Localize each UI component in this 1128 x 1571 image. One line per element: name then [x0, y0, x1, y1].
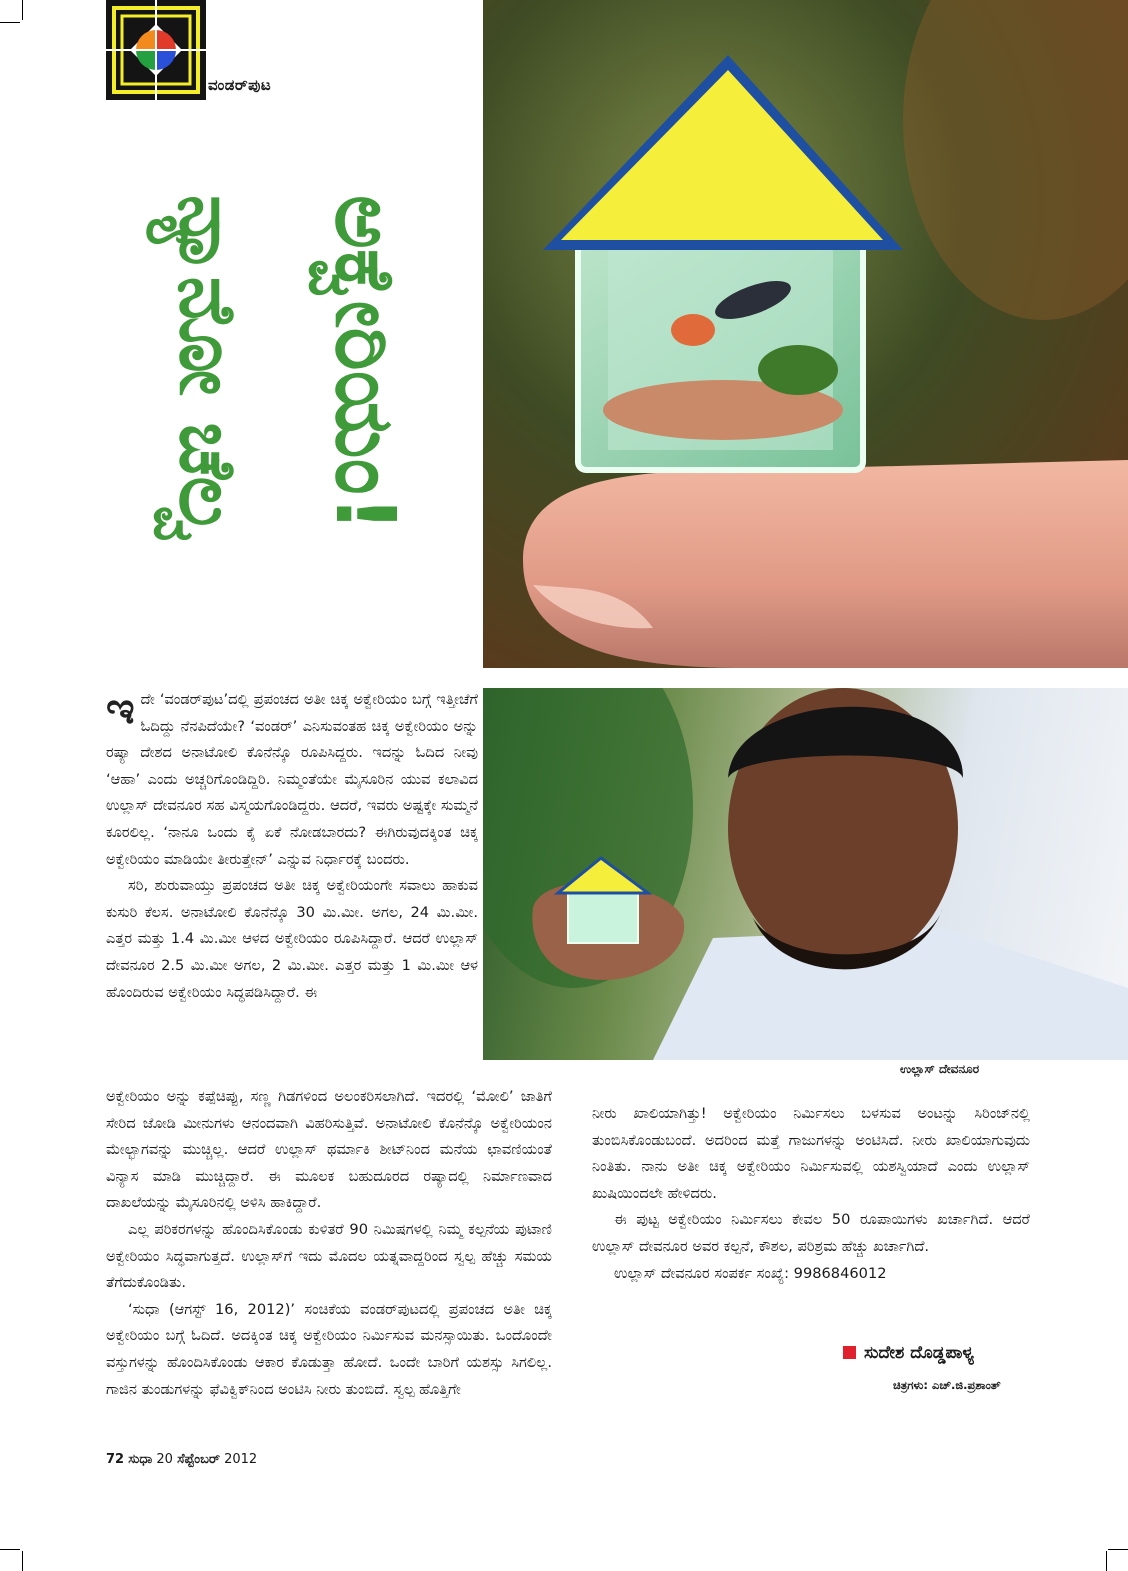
paragraph-2-continued: ಅಕ್ವೇರಿಯಂ ಅನ್ನು ಕಪ್ಪೆಚಿಪ್ಪು, ಸಣ್ಣ ಗಿಡಗಳಿಂದ ಅಲಂಕರಿಸಲಾಗಿದೆ. ಇದರಲ್ಲಿ ‘ಮೋಲಿ’ ಜಾತಿಗೆ ಸೇರಿದ ಜೋಡಿ ಮೀನುಗಳು ಆನಂದವಾಗಿ ವಿಹರಿಸುತ್ತಿವೆ. ಅನಾಟೋಲಿ ಕೊನೆನ್ಕೊ ಅಕ್ವೇರಿಯಂನ ಮೇಲ್ಭಾಗವನ್ನು ಮುಚ್ಚಿಲ್ಲ. ಆದರೆ ಉಲ್ಲಾಸ್ ಥರ್ಮಾಕಿ ಶೀಟ್‌ನಿಂದ ಮನೆಯ ಛಾವಣಿಯಂತೆ ವಿನ್ಯಾಸ ಮಾಡಿ ಮುಚ್ಚಿದ್ದಾರೆ. ಈ ಮೂಲಕ ಬಹುದೂರದ ರಷ್ಯಾದಲ್ಲಿ ನಿರ್ಮಾಣವಾದ ದಾಖಲೆಯನ್ನು ಮೈಸೂರಿನಲ್ಲಿ ಅಳಿಸಿ ಹಾಕಿದ್ದಾರೆ.	[106, 1088, 552, 1212]
paragraph-3: ಎಲ್ಲ ಪರಿಕರಗಳನ್ನು ಹೊಂದಿಸಿಕೊಂಡು ಕುಳಿತರೆ 90 ನಿಮಿಷಗಳಲ್ಲಿ ನಿಮ್ಮ ಕಲ್ಪನೆಯ ಪುಟಾಣಿ ಅಕ್ವೇರಿಯಂ ಸಿದ್ಧವಾಗುತ್ತದೆ. ಉಲ್ಲಾಸ್‌ಗೆ ಇದು ಮೊದಲ ಯತ್ನವಾದ್ದರಿಂದ ಸ್ವಲ್ಪ ಹೆಚ್ಚು ಸಮಯ ತೆಗೆದುಕೊಂಡಿತು.	[106, 1220, 552, 1292]
artist-illustration	[483, 688, 1128, 1060]
author-name: ಸುದೇಶ ದೊಡ್ಡಪಾಳ್ಯ	[864, 1343, 974, 1363]
article-column-1	[106, 683, 478, 1006]
crop-mark	[22, 0, 23, 20]
headline	[112, 195, 462, 665]
paragraph-4: ‘ಸುಧಾ (ಆಗಸ್ಟ್ 16, 2012)’ ಸಂಚಿಕೆಯ ವಂಡರ್‌ಪುಟದಲ್ಲಿ ಪ್ರಪಂಚದ ಅತೀ ಚಿಕ್ಕ ಅಕ್ವೇರಿಯಂ ಬಗ್ಗೆ ಓದಿದೆ. ಅದಕ್ಕಿಂತ ಚಿಕ್ಕ ಅಕ್ವೇರಿಯಂ ನಿರ್ಮಿಸುವ ಮನಸ್ಸಾಯಿತು. ಒಂದೊಂದೇ ವಸ್ತುಗಳನ್ನು ಹೊಂದಿಸಿಕೊಂಡು ಆಕಾರ ಕೊಡುತ್ತಾ ಹೋದೆ. ಒಂದೇ ಬಾರಿಗೆ ಯಶಸ್ಸು ಸಿಗಲಿಲ್ಲ. ಗಾಜಿನ ತುಂಡುಗಳನ್ನು ಫೆವಿಕ್ವಿಕ್‌ನಿಂದ ಅಂಟಿಸಿ ನೀರು ತುಂಬಿದೆ. ಸ್ವಲ್ಪ ಹೊತ್ತಿಗೇ	[106, 1300, 552, 1398]
page-footer	[106, 1452, 257, 1467]
magazine-name: ಸುಧಾ	[128, 1452, 153, 1467]
headline-line-1: ನ್ಯಾನೋ ಚೆಲ್ವ	[162, 195, 252, 541]
wonder-page-logo-icon	[106, 0, 206, 100]
aquarium-house-illustration	[483, 0, 1128, 668]
section-label: ವಂಡರ್‌ಪುಟ	[208, 76, 272, 94]
paragraph-4-continued: ನೀರು ಖಾಲಿಯಾಗಿತ್ತು! ಅಕ್ವೇರಿಯಂ ನಿರ್ಮಿಸಲು ಬಳಸುವ ಅಂಟನ್ನು ಸಿರಿಂಜ್‌ನಲ್ಲಿ ತುಂಬಿಸಿಕೊಂಡುಬಂದೆ. ಅದರಿಂದ ಮತ್ತೆ ಗಾಜುಗಳನ್ನು ಅಂಟಿಸಿದೆ. ನೀರು ಖಾಲಿಯಾಗುವುದು ನಿಂತಿತು. ನಾನು ಅತೀ ಚಿಕ್ಕ ಅಕ್ವೇರಿಯಂ ನಿರ್ಮಿಸುವಲ್ಲಿ ಯಶಸ್ವಿಯಾದೆ ಎಂದು ಉಲ್ಲಾಸ್ ಖುಷಿಯಿಂದಲೇ ಹೇಳಿದರು.	[592, 1105, 1030, 1202]
artist-portrait-photo	[483, 688, 1128, 1060]
crop-mark	[0, 1549, 20, 1550]
crop-mark	[1108, 1549, 1128, 1550]
paragraph-5: ಈ ಪುಟ್ಟ ಅಕ್ವೇರಿಯಂ ನಿರ್ಮಿಸಲು ಕೇವಲ 50 ರೂಪಾಯಿಗಳು ಖರ್ಚಾಗಿದೆ. ಆದರೆ ಉಲ್ಲಾಸ್ ದೇವನೂರ ಅವರ ಕಲ್ಪನೆ, ಕೌಶಲ, ಪರಿಶ್ರಮ ಹೆಚ್ಚು ಖರ್ಚಾಗಿದೆ.	[592, 1211, 1030, 1255]
crop-mark	[1106, 1551, 1107, 1571]
issue-day: 20	[156, 1452, 173, 1467]
paragraph-1: ಇದೇ ‘ವಂಡರ್‌ಪುಟ’ದಲ್ಲಿ ಪ್ರಪಂಚದ ಅತೀ ಚಿಕ್ಕ ಅಕ್ವೇರಿಯಂ ಬಗ್ಗೆ ಇತ್ತೀಚೆಗೆ ಓದಿದ್ದು ನೆನಪಿದೆಯೇ? ‘ವಂಡರ್’ ಎನಿಸುವಂತಹ ಚಿಕ್ಕ ಅಕ್ವೇರಿಯಂ ಅನ್ನು ರಷ್ಯಾ ದೇಶದ ಅನಾಟೋಲಿ ಕೊನೆನ್ಕೊ ರೂಪಿಸಿದ್ದರು. ಇದನ್ನು ಓದಿದ ನೀವು ‘ಆಹಾ’ ಎಂದು ಅಚ್ಚರಿಗೊಂಡಿದ್ದಿರಿ. ನಿಮ್ಮಂತೆಯೇ ಮೈಸೂರಿನ ಯುವ ಕಲಾವಿದ ಉಲ್ಲಾಸ್ ದೇವನೂರ ಸಹ ವಿಸ್ಮಯಗೊಂಡಿದ್ದರು. ಆದರೆ, ಇವರು ಅಷ್ಟಕ್ಕೇ ಸುಮ್ಮನೆ ಕೂರಲಿಲ್ಲ. ‘ನಾನೂ ಒಂದು ಕೈ ಏಕೆ ನೋಡಬಾರದು? ಈಗಿರುವುದಕ್ಕಿಂತ ಚಿಕ್ಕ ಅಕ್ವೇರಿಯಂ ಮಾಡಿಯೇ ತೀರುತ್ತೇನ್’ ಎನ್ನುವ ನಿರ್ಧಾರಕ್ಕೆ ಬಂದರು.	[106, 683, 478, 868]
paragraph-2: ಸರಿ, ಶುರುವಾಯ್ತು ಪ್ರಪಂಚದ ಅತೀ ಚಿಕ್ಕ ಅಕ್ವೇರಿಯಂಗೇ ಸವಾಲು ಹಾಕುವ ಕುಸುರಿ ಕೆಲಸ. ಅನಾಟೋಲಿ ಕೊನೆನ್ಕೊ 30 ಮಿ.ಮೀ. ಅಗಲ, 24 ಮಿ.ಮೀ. ಎತ್ತರ ಮತ್ತು 1.4 ಮಿ.ಮೀ ಆಳದ ಅಕ್ವೇರಿಯಂ ರೂಪಿಸಿದ್ದಾರೆ. ಆದರೆ ಉಲ್ಲಾಸ್ ದೇವನೂರ 2.5 ಮಿ.ಮೀ ಅಗಲ, 2 ಮಿ.ಮೀ. ಎತ್ತರ ಮತ್ತು 1 ಮಿ.ಮೀ ಆಳ ಹೊಂದಿರುವ ಅಕ್ವೇರಿಯಂ ಸಿದ್ಧಪಡಿಸಿದ್ದಾರೆ. ಈ	[106, 877, 478, 1001]
red-square-icon	[843, 1346, 856, 1359]
section-logo	[106, 0, 206, 100]
headline-line-2: ಅಕ್ವೇರಿಯಂ!	[317, 195, 412, 533]
article-column-2	[106, 1084, 552, 1403]
author-byline	[843, 1343, 974, 1363]
drop-cap: ಇ	[106, 683, 135, 734]
photo-caption: ಉಲ್ಲಾಸ್ ದೇವನೂರ	[900, 1062, 980, 1076]
photo-credit: ಚಿತ್ರಗಳು: ಎಚ್.ಜಿ.ಪ್ರಶಾಂತ್	[893, 1378, 1001, 1392]
contact-line: ಉಲ್ಲಾಸ್ ದೇವನೂರ ಸಂಪರ್ಕ ಸಂಖ್ಯೆ: 9986846012	[614, 1264, 887, 1282]
article-column-3	[592, 1101, 1030, 1287]
page-number: 72	[106, 1452, 125, 1467]
crop-mark	[22, 1551, 23, 1571]
issue-month: ಸೆಪ್ಟೆಂಬರ್	[177, 1452, 220, 1467]
aquarium-on-finger-photo	[483, 0, 1128, 668]
issue-year: 2012	[224, 1452, 258, 1467]
crop-mark	[0, 22, 20, 23]
